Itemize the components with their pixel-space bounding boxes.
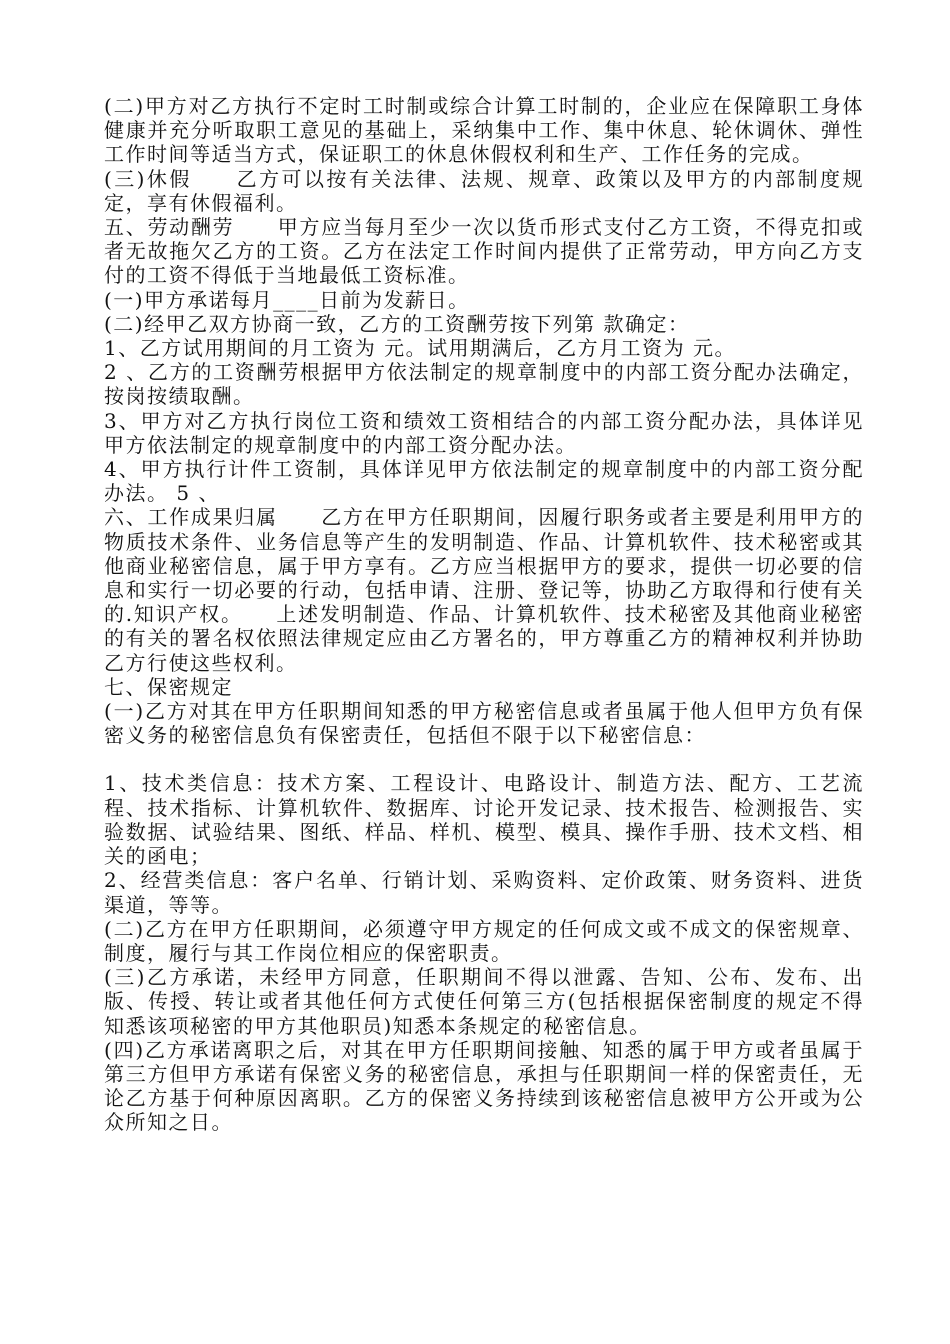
document-page (104, 94, 864, 1135)
paragraph-payday: (一)甲方承诺每月____日前为发薪日。 (104, 287, 470, 312)
list-item-salary-1: 1、乙方试用期间的月工资为 元。试用期满后，乙方月工资为 元。 (104, 336, 736, 361)
paragraph-flexible-hours: (二)甲方对乙方执行不定时工时制或综合计算工时制的，企业应在保障职工身体健康并充分听取职工意见的基础上，采纳集中工作、集中休息、轮休调休、弹性工作时间等适当方式，保证职工的休息休假权利和生产、工作任务的完成。 (104, 94, 864, 167)
list-item-salary-2: 2 、乙方的工资酬劳根据甲方依法制定的规章制度中的内部工资分配办法确定，按岗按绩取酬。 (104, 360, 864, 409)
section-heading-confidentiality: 七、保密规定 (104, 674, 233, 699)
paragraph-confidential-duty: (二)乙方在甲方任职期间，必须遵守甲方规定的任何成文或不成文的保密规章、制度，履行与其工作岗位相应的保密职责。 (104, 916, 864, 965)
paragraph-salary-method: (二)经甲乙双方协商一致，乙方的工资酬劳按下列第 款确定： (104, 311, 690, 336)
paragraph-vacation: (三)休假 乙方可以按有关法律、法规、规章、政策以及甲方的内部制度规定，享有休假福利。 (104, 166, 864, 215)
list-item-business-info: 2、经营类信息：客户名单、行销计划、采购资料、定价政策、财务资料、进货渠道，等等。 (104, 868, 864, 917)
section-heading-remuneration: 五、劳动酬劳 甲方应当每月至少一次以货币形式支付乙方工资，不得克扣或者无故拖欠乙方的工资。乙方在法定工作时间内提供了正常劳动，甲方向乙方支付的工资不得低于当地最低工资标准。 (104, 215, 864, 288)
paragraph-confidential-scope: (一)乙方对其在甲方任职期间知悉的甲方秘密信息或者虽属于他人但甲方负有保密义务的秘密信息负有保密责任，包括但不限于以下秘密信息： (104, 699, 864, 748)
list-item-technical-info: 1、技术类信息：技术方案、工程设计、电路设计、制造方法、配方、工艺流程、技术指标、计算机软件、数据库、讨论开发记录、技术报告、检测报告、实验数据、试验结果、图纸、样品、样机、模型、模具、操作手册、技术文档、相关的函电； (104, 771, 864, 869)
paragraph-no-disclosure: (三)乙方承诺，未经甲方同意，任职期间不得以泄露、告知、公布、发布、出版、传授、转让或者其他任何方式使任何第三方(包括根据保密制度的规定不得知悉该项秘密的甲方其他职员)知悉本条规定的秘密信息。 (104, 965, 864, 1038)
section-heading-work-results: 六、工作成果归属 乙方在甲方任职期间，因履行职务或者主要是利用甲方的物质技术条件、业务信息等产生的发明制造、作品、计算机软件、技术秘密或其他商业秘密信息，属于甲方享有。乙方应当根据甲方的要求，提供一切必要的信息和实行一切必要的行动，包括申请、注册、登记等，协助乙方取得和行使有关的.知识产权。 上述发明制造、作品、计算机软件、技术秘密及其他商业秘密的有关的署名权依照法律规定应由乙方署名的，甲方尊重乙方的精神权利并协助乙方行使这些权利。 (104, 505, 864, 675)
list-item-salary-3: 3、甲方对乙方执行岗位工资和绩效工资相结合的内部工资分配办法，具体详见甲方依法制定的规章制度中的内部工资分配办法。 (104, 408, 864, 457)
list-item-salary-4: 4、甲方执行计件工资制，具体详见甲方依法制定的规章制度中的内部工资分配办法。 5 、 (104, 457, 864, 506)
paragraph-post-employment: (四)乙方承诺离职之后，对其在甲方任职期间接触、知悉的属于甲方或者虽属于第三方但甲方承诺有保密义务的秘密信息，承担与任职期间一样的保密责任，无论乙方基于何种原因离职。乙方的保密义务持续到该秘密信息被甲方公开或为公众所知之日。 (104, 1037, 864, 1135)
